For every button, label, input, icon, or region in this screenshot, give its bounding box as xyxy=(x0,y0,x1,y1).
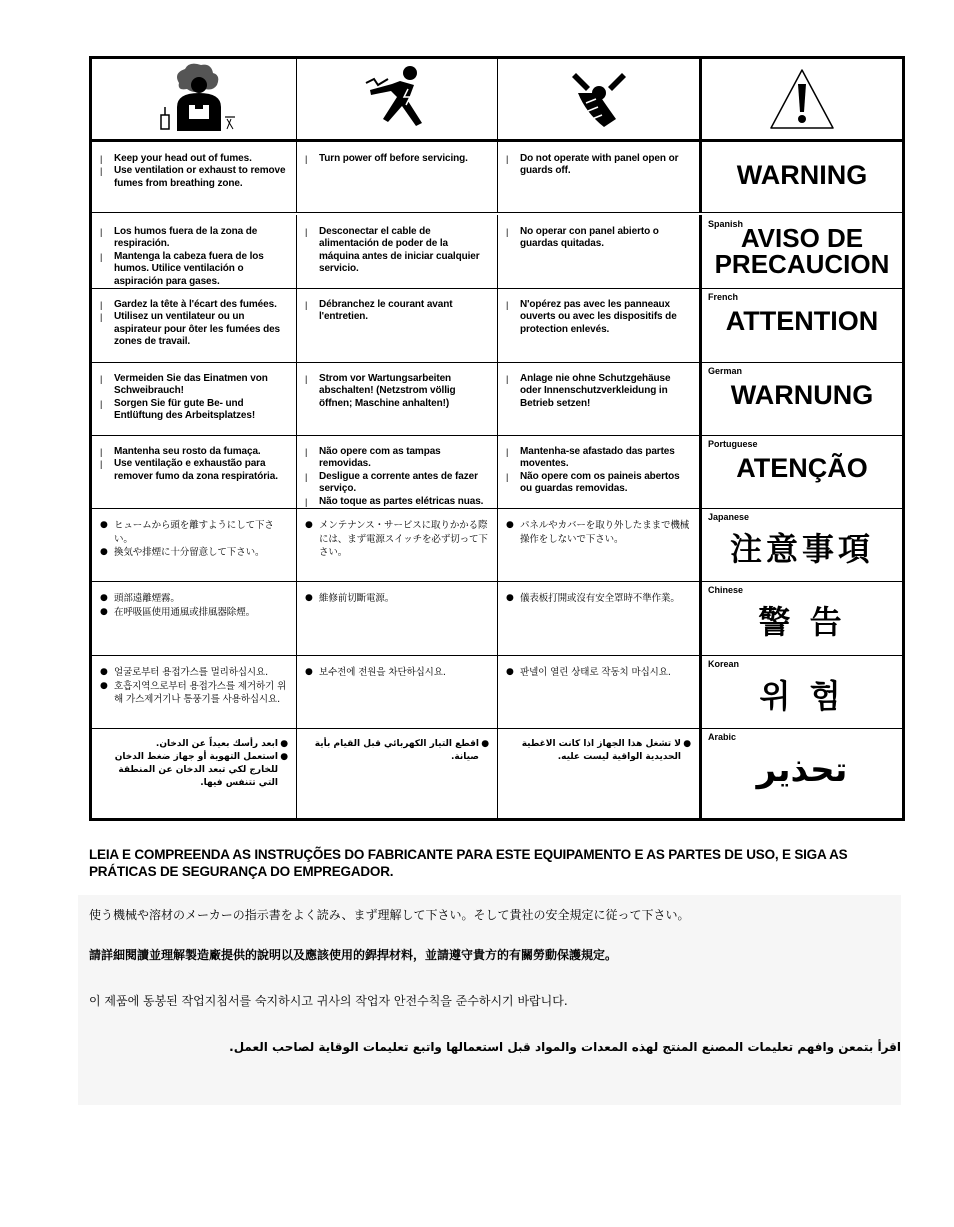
instruction-item: | Débranchez le courant avant l'entretien. xyxy=(305,299,491,324)
power-instructions xyxy=(297,215,498,288)
warning-word: تحذير xyxy=(756,750,848,790)
warning-word-cell xyxy=(700,435,902,508)
instruction-item: | Do not operate with panel open or guards off. xyxy=(506,153,693,178)
instruction-item: ● 얼굴로부터 용접가스를 멀리하십시요. xyxy=(100,666,290,680)
instruction-item: | Anlage nie ohne Schutzgehäuse oder Innenschutzverkleidung in Betrieb setzen! xyxy=(506,373,693,410)
fumes-instructions xyxy=(92,435,297,508)
instruction-item: ● ابعد رأسك بعيداً عن الدخان. xyxy=(98,738,288,751)
shock-cell xyxy=(297,59,498,139)
power-instructions xyxy=(297,655,498,728)
warning-row xyxy=(92,435,902,509)
instruction-item: | Desligue a corrente antes de fazer serviço. xyxy=(305,471,491,496)
warning-word: AVISO DE PRECAUCION xyxy=(714,223,890,279)
instruction-item: | Não opere com os paineis abertos ou guardas removidas. xyxy=(506,471,693,496)
power-instructions xyxy=(297,142,498,212)
fumes-instructions xyxy=(92,508,297,581)
language-label: Spanish xyxy=(708,219,744,229)
moving-parts-cell xyxy=(498,59,700,139)
panel-instructions xyxy=(498,655,700,728)
instruction-item: ● اقطع التيار الكهربائي قبل القيام بأية صيانة. xyxy=(303,738,489,764)
warning-row xyxy=(92,728,902,821)
instruction-item: ● 在呼吸區使用通風或排風器除煙。 xyxy=(100,606,290,620)
triangle-cell xyxy=(700,59,902,139)
warning-word-cell xyxy=(700,215,902,288)
instruction-item: | Keep your head out of fumes. xyxy=(100,153,290,165)
instruction-item: | No operar con panel abierto o guardas quitadas. xyxy=(506,226,693,251)
language-label: Korean xyxy=(708,659,740,669)
language-label: Japanese xyxy=(708,512,750,522)
panel-instructions xyxy=(498,362,700,435)
warning-word-cell xyxy=(700,655,902,728)
warning-word: ATTENTION xyxy=(725,306,879,336)
warning-word-cell xyxy=(700,728,902,821)
fumes-instructions xyxy=(92,655,297,728)
instruction-item: | Mantenha-se afastado das partes moventes. xyxy=(506,446,693,471)
instruction-item: ● 호흡지역으로부터 용접가스를 제거하기 위해 가스제거기나 통풍기를 사용하십시요. xyxy=(100,680,290,707)
instruction-item: ● لا تشغل هذا الجهاز اذا كانت الاغطية الحديدية الواقية ليست عليه. xyxy=(504,738,691,764)
instruction-item: ● メンテナンス・サービスに取りかかる際には、まず電源スイッチを必ず切って下さい。 xyxy=(305,519,491,560)
instruction-item: | Vermeiden Sie das Einatmen von Schweibrauch! xyxy=(100,373,290,398)
instruction-item: | Use ventilação e exhaustão para remover fumo da zona respiratória. xyxy=(100,458,290,483)
instruction-portuguese: LEIA E COMPREENDA AS INSTRUÇÕES DO FABRICANTE PARA ESTE EQUIPAMENTO E AS PARTES DE USO, E SIGA AS PRÁTICAS DE SEGURANÇA DO EMPREGADOR. xyxy=(89,847,848,879)
instruction-item: | Mantenga la cabeza fuera de los humos. Utilice ventilación o aspiración para gases. xyxy=(100,251,290,288)
warning-row xyxy=(92,362,902,436)
panel-instructions xyxy=(498,288,700,362)
panel-instructions xyxy=(498,435,700,508)
power-instructions xyxy=(297,362,498,435)
instruction-item: | Mantenha seu rosto da fumaça. xyxy=(100,446,290,458)
power-instructions xyxy=(297,728,498,821)
instruction-item: ● استعمل التهوية أو جهاز ضغط الدخان للخارج لكي تبعد الدخان عن المنطقة التي تتنفس فيها. xyxy=(98,751,288,790)
warning-triangle-icon xyxy=(767,66,837,132)
panel-instructions xyxy=(498,142,700,212)
instruction-korean: 이 제품에 동봉된 작업지침서를 숙지하시고 귀사의 작업자 안전수칙을 준수하시기 바랍니다. xyxy=(89,994,568,1008)
instruction-item: | Não toque as partes elétricas nuas. xyxy=(305,496,491,508)
fumes-instructions xyxy=(92,362,297,435)
warning-word-cell xyxy=(700,142,902,212)
panel-instructions xyxy=(498,215,700,288)
instruction-item: | Utilisez un ventilateur ou un aspirateur pour ôter les fumées des zones de travail. xyxy=(100,311,290,348)
instruction-item: | Use ventilation or exhaust to remove fumes from breathing zone. xyxy=(100,165,290,190)
warning-row xyxy=(92,508,902,582)
instruction-japanese: 使う機械や溶材のメーカーの指示書をよく読み、まず理解して下さい。そして貴社の安全規定に従って下さい。 xyxy=(89,908,690,922)
fumes-instructions xyxy=(92,142,297,212)
instruction-item: ● 換気や排煙に十分留意して下さい。 xyxy=(100,546,290,560)
instruction-item: | Los humos fuera de la zona de respiración. xyxy=(100,226,290,251)
instruction-item: | Turn power off before servicing. xyxy=(305,153,491,165)
power-instructions xyxy=(297,581,498,655)
warning-table xyxy=(89,56,905,821)
warning-word-cell xyxy=(700,581,902,655)
fumes-instructions xyxy=(92,215,297,288)
instruction-item: | Desconectar el cable de alimentación de poder de la máquina antes de iniciar cualquier servicio. xyxy=(305,226,491,276)
panel-instructions xyxy=(498,508,700,581)
power-instructions xyxy=(297,435,498,508)
language-label: French xyxy=(708,292,739,302)
warning-row xyxy=(92,142,902,213)
instruction-item: | Não opere com as tampas removidas. xyxy=(305,446,491,471)
icon-row xyxy=(92,59,902,142)
instruction-item: ● パネルやカバーを取り外したままで機械操作をしないで下さい。 xyxy=(506,519,693,546)
warning-word: WARNUNG xyxy=(730,380,874,410)
instruction-arabic: اقرأ بتمعن وافهم تعليمات المصنع المنتج لهذه المعدات والمواد قبل استعمالها واتبع تعليمات الوقاية لصاحب العمل. xyxy=(229,1040,901,1054)
warning-word: WARNING xyxy=(736,160,868,190)
warning-word-cell xyxy=(700,362,902,435)
warning-word: ATENÇÃO xyxy=(736,453,868,483)
warning-word-cell xyxy=(700,288,902,362)
instruction-item: | N'opérez pas avec les panneaux ouverts ou avec les dispositifs de protection enlevés. xyxy=(506,299,693,336)
power-instructions xyxy=(297,288,498,362)
warning-word-cell xyxy=(700,508,902,581)
power-instructions xyxy=(297,508,498,581)
warning-word: 警 告 xyxy=(758,603,846,641)
instruction-chinese: 請詳細閱讀並理解製造廠提供的說明以及應該使用的銲捍材料，並請遵守貴方的有關勞動保護規定。 xyxy=(89,948,618,962)
warning-word: 위 험 xyxy=(759,677,845,715)
fumes-icon xyxy=(139,63,249,135)
fumes-cell xyxy=(92,59,297,139)
language-label: Portuguese xyxy=(708,439,758,449)
warning-word: 注意事項 xyxy=(729,530,874,568)
instruction-item: ● 維修前切斷電源。 xyxy=(305,592,491,606)
warning-row xyxy=(92,655,902,729)
instruction-item: ● 儀表板打開或沒有安全罩時不準作業。 xyxy=(506,592,693,606)
instruction-item: ● 頭部遠離煙霧。 xyxy=(100,592,290,606)
language-label: Arabic xyxy=(708,732,737,742)
warning-row xyxy=(92,288,902,363)
language-label: German xyxy=(708,366,743,376)
fumes-instructions xyxy=(92,581,297,655)
fumes-instructions xyxy=(92,288,297,362)
instruction-item: | Sorgen Sie für gute Be- und Entlüftung des Arbeitsplatzes! xyxy=(100,398,290,423)
instruction-item: ● 판넬이 열린 상태로 작동치 마십시요. xyxy=(506,666,693,680)
instruction-item: ● ヒュームから頭を離すようにして下さい。 xyxy=(100,519,290,546)
warning-row xyxy=(92,581,902,656)
language-label: Chinese xyxy=(708,585,744,595)
instruction-item: | Strom vor Wartungsarbeiten abschalten! (Netzstrom völlig öffnen; Maschine anhalten!) xyxy=(305,373,491,410)
fumes-instructions xyxy=(92,728,297,821)
warning-row xyxy=(92,215,902,289)
instruction-item: | Gardez la tête à l'écart des fumées. xyxy=(100,299,290,311)
moving-parts-icon xyxy=(564,63,634,135)
electric-shock-icon xyxy=(352,63,442,135)
instruction-item: ● 보수전에 전원을 차단하십시요. xyxy=(305,666,491,680)
panel-instructions xyxy=(498,581,700,655)
panel-instructions xyxy=(498,728,700,821)
